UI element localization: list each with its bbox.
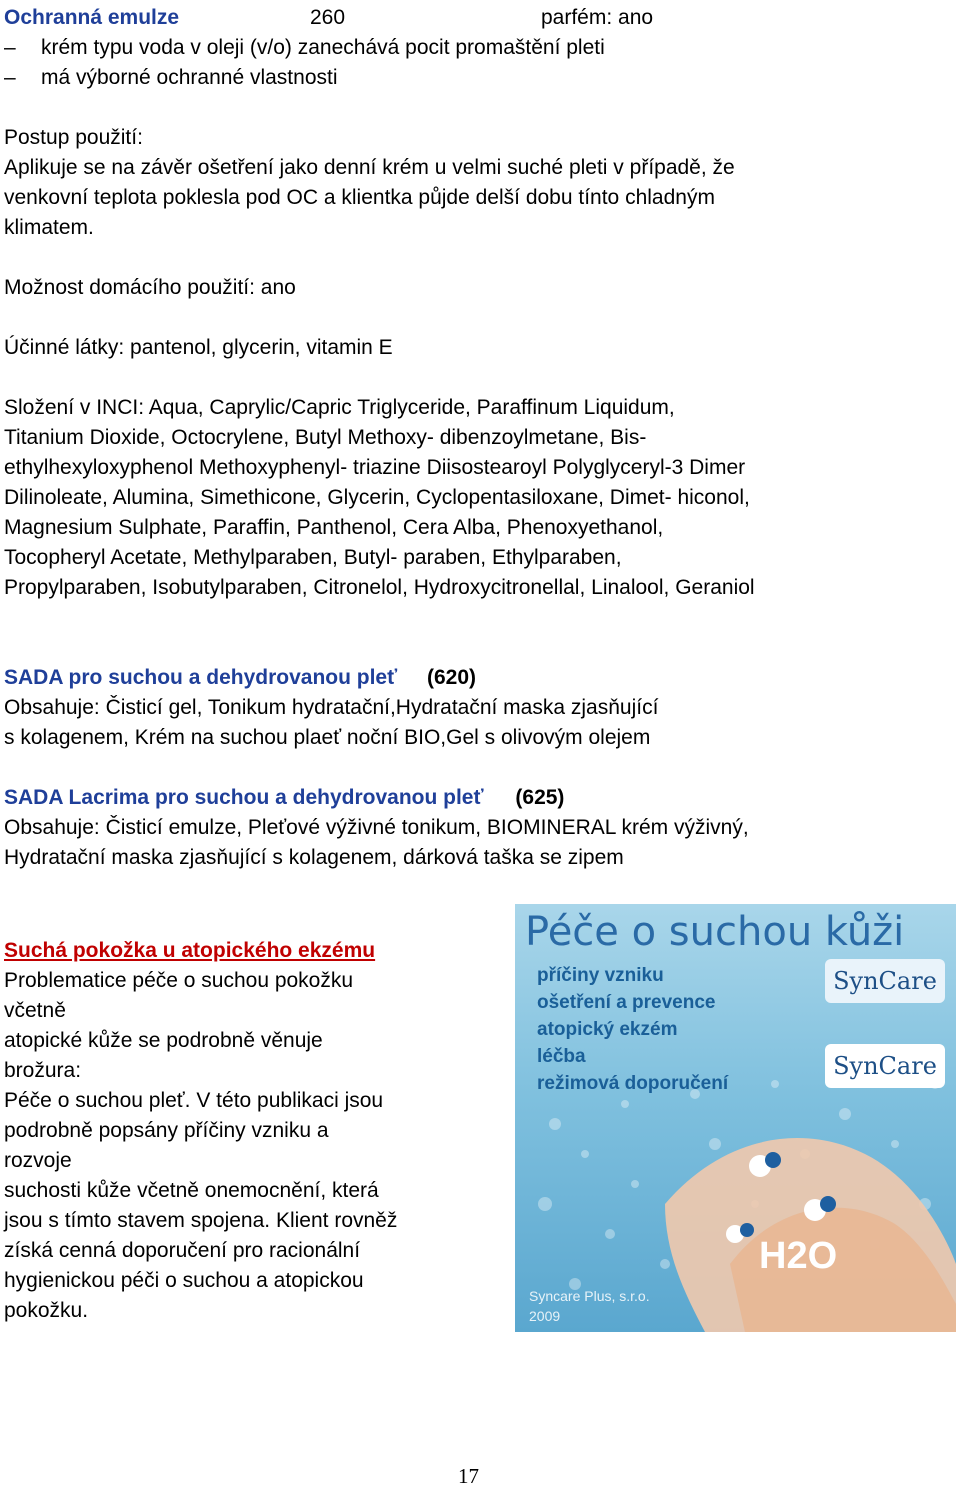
atopic-line: Problematice péče o suchou pokožku (4, 969, 354, 992)
atopic-line: podrobně popsány příčiny vzniku a (4, 1119, 329, 1142)
active-ingredients: Účinné látky: pantenol, glycerin, vitamin E (4, 336, 393, 359)
set1-heading (4, 663, 954, 693)
bullet-text: krém typu voda v oleji (v/o) zanechává pocit promaštění pleti (41, 36, 605, 59)
inci-line: Dilinoleate, Alumina, Simethicone, Glycerin, Cyclopentasiloxane, Dimet- hiconol, (4, 486, 750, 509)
brochure-year: 2009 (529, 1308, 561, 1324)
atopic-line: brožura: (4, 1059, 82, 1082)
brochure-items (537, 962, 728, 1097)
atopic-line: pokožku. (4, 1299, 89, 1322)
bullet-text: má výborné ochranné vlastnosti (41, 66, 338, 89)
brochure-item: příčiny vzniku (537, 965, 664, 986)
usage-title: Postup použití: (4, 126, 143, 149)
inci-line: Titanium Dioxide, Octocrylene, Butyl Methoxy- dibenzoylmetane, Bis- (4, 426, 647, 449)
atopic-line: získá cenná doporučení pro racionální (4, 1239, 361, 1262)
product-header (4, 3, 954, 33)
brochure-title: Péče o suchou kůži (525, 909, 905, 955)
product-name: Ochranná emulze (4, 6, 180, 29)
h2o-label: H2O (759, 1235, 838, 1277)
usage-line: venkovní teplota poklesla pod OC a klientka půjde delší dobu tínto chladným (4, 186, 715, 209)
set2-code: (625) (515, 786, 565, 809)
set1-line: s kolagenem, Krém na suchou plaeť noční BIO,Gel s olivovým olejem (4, 726, 651, 749)
atopic-line: atopické kůže se podrobně věnuje (4, 1029, 323, 1052)
brochure-footer (529, 1286, 650, 1326)
brochure-item: ošetření a prevence (537, 992, 716, 1013)
atopic-title: Suchá pokožka u atopického ekzému (4, 939, 376, 962)
set2-title: SADA Lacrima pro suchou a dehydrovanou pleť (4, 786, 484, 809)
atopic-line: rozvoje (4, 1149, 72, 1172)
set2-line: Hydratační maska zjasňující s kolagenem, dárková taška se zipem (4, 846, 624, 869)
bullet-mark: – (4, 36, 16, 59)
inci-line: Složení v INCI: Aqua, Caprylic/Capric Triglyceride, Paraffinum Liquidum, (4, 396, 675, 419)
page-content (4, 3, 954, 873)
atopic-line: suchosti kůže včetně onemocnění, která (4, 1179, 379, 1202)
syncare-logo: SynCare (825, 959, 945, 1003)
brochure-item: atopický ekzém (537, 1019, 678, 1040)
brochure-item: režimová doporučení (537, 1073, 729, 1094)
inci-line: Propylparaben, Isobutylparaben, Citronelol, Hydroxycitronellal, Linalool, Geraniol (4, 576, 755, 599)
set2-line: Obsahuje: Čisticí emulze, Pleťové výživné tonikum, BIOMINERAL krém výživný, (4, 816, 749, 839)
atopic-line: včetně (4, 999, 66, 1022)
inci-line: Magnesium Sulphate, Paraffin, Panthenol, Cera Alba, Phenoxyethanol, (4, 516, 664, 539)
syncare-logo: SynCare (825, 1044, 945, 1088)
brochure-item: léčba (537, 1046, 586, 1067)
product-perfume: parfém: ano (541, 6, 654, 29)
set1-code: (620) (427, 666, 477, 689)
inci-line: ethylhexyloxyphenol Methoxyphenyl- triazine Diisostearoyl Polyglyceryl-3 Dimer (4, 456, 746, 479)
list-item (4, 33, 954, 63)
set1-title: SADA pro suchou a dehydrovanou pleť (4, 666, 398, 689)
brochure-publisher: Syncare Plus, s.r.o. (529, 1288, 650, 1304)
atopic-line: jsou s tímto stavem spojena. Klient rovněž (4, 1209, 398, 1232)
atopic-line: Péče o suchou pleť. V této publikaci jsou (4, 1089, 384, 1112)
product-code: 260 (310, 6, 346, 29)
usage-line: klimatem. (4, 216, 94, 239)
atopic-line: hygienickou péči o suchou a atopickou (4, 1269, 364, 1292)
atopic-section (4, 936, 504, 1326)
list-item (4, 63, 954, 93)
set2-heading (4, 783, 954, 813)
inci-line: Tocopheryl Acetate, Methylparaben, Butyl- paraben, Ethylparaben, (4, 546, 622, 569)
home-use: Možnost domácího použití: ano (4, 276, 296, 299)
usage-line: Aplikuje se na závěr ošetření jako denní krém u velmi suché pleti v případě, že (4, 156, 735, 179)
page-number: 17 (458, 1464, 479, 1488)
brochure-image (515, 904, 956, 1332)
bullet-mark: – (4, 66, 16, 89)
set1-line: Obsahuje: Čisticí gel, Tonikum hydratační,Hydratační maska zjasňující (4, 696, 659, 719)
